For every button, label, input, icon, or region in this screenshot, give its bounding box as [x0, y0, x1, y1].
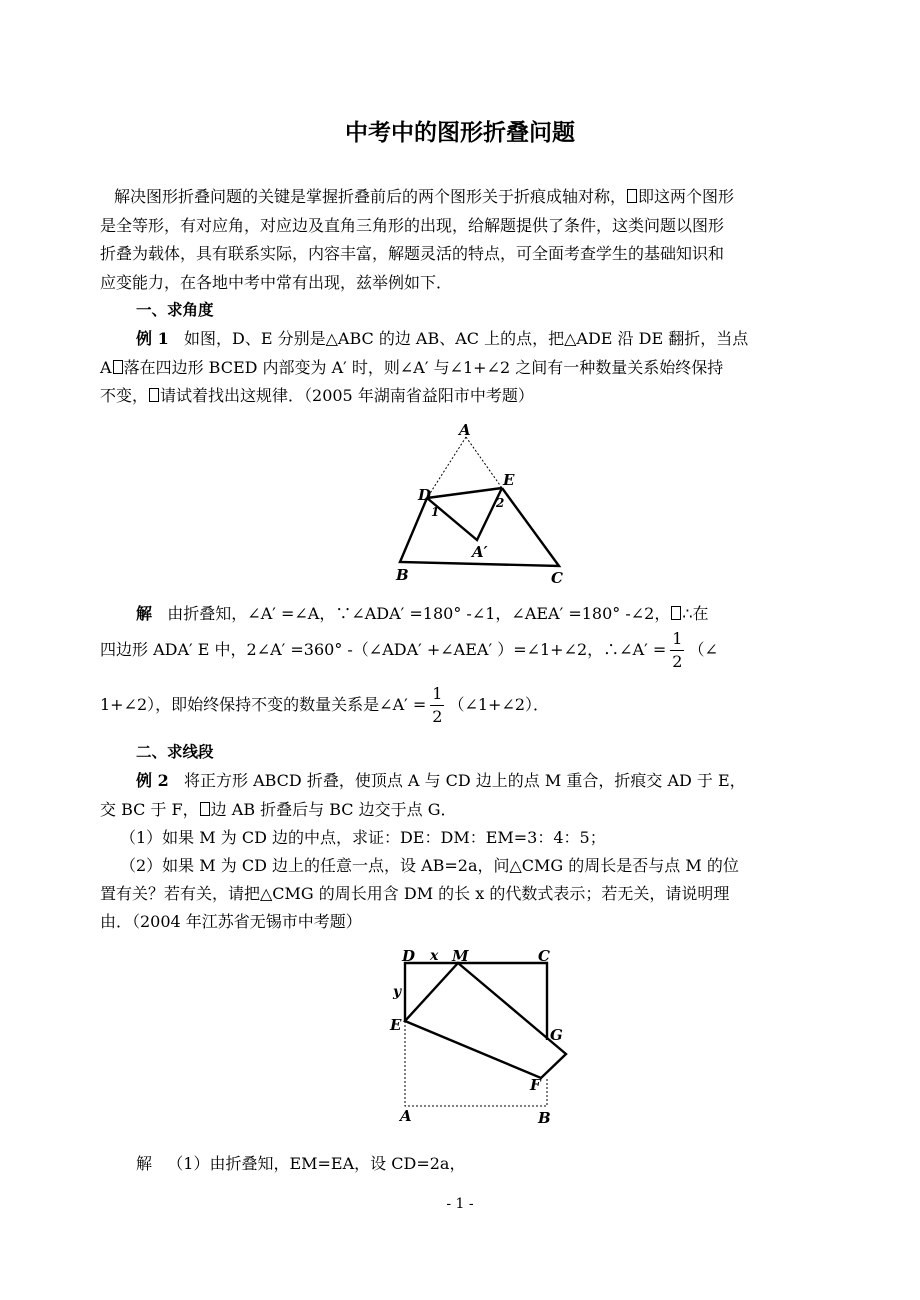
label-F: F [530, 1076, 541, 1094]
fraction-one-half: $\frac{1}{2}$ [432, 684, 443, 726]
dashed-edge-AE [466, 437, 502, 488]
label-A: A [400, 1107, 412, 1125]
label-A: A [459, 421, 471, 439]
solution2-label: 解 [136, 1154, 153, 1173]
label-B: B [396, 566, 409, 584]
example2-question-2-line-2: 置有关？若有关，请把△CMG 的周长用含 DM 的长 x 的代数式表示；若无关，请说明理 [100, 884, 730, 903]
page-number: - 1 - [446, 1196, 474, 1212]
solution1-label: 解 [136, 604, 153, 623]
example2-question-1: （1）如果 M 为 CD 边的中点，求证：DE：DM：EM=3：4：5； [120, 828, 606, 847]
solution1-line-2: 四边形 ADA′ E 中，2∠A′ =360° -（∠ADA′ +∠AEA′ ）=∠1+∠2，∴∠A′ = $\frac{1}{2}$ （∠ [100, 629, 718, 671]
example1-line-3: 不变， 请试着找出这规律．（2005 年湖南省益阳市中考题） [100, 386, 534, 405]
label-angle-2: 2 [496, 496, 505, 510]
dashed-edge-AD [427, 437, 466, 498]
label-M: M [452, 947, 469, 965]
label-angle-1: 1 [431, 505, 440, 519]
placeholder-box-icon [671, 606, 681, 620]
label-D: D [402, 947, 416, 965]
example2-label: 例 2 [136, 771, 169, 790]
fraction-one-half: $\frac{1}{2}$ [672, 629, 683, 671]
example1-line-2: A 落在四边形 BCED 内部变为 A′ 时，则∠A′ 与∠1+∠2 之间有一种数量关系始终保持 [100, 358, 724, 377]
figure-square-fold [385, 940, 585, 1130]
intro-line-3: 折叠为载体，具有联系实际，内容丰富，解题灵活的特点，可全面考查学生的基础知识和 [100, 244, 725, 263]
label-C: C [551, 569, 563, 587]
page-title: 中考中的图形折叠问题 [345, 120, 575, 146]
label-A-prime: A′ [472, 543, 488, 561]
solution2-line-1: 解 （1）由折叠知，EM=EA，设 CD=2a， [136, 1154, 466, 1173]
section-heading-segment: 二、求线段 [136, 743, 214, 761]
placeholder-box-icon [200, 802, 210, 816]
square-edges [405, 963, 547, 1040]
solution1-line-1: 解 由折叠知，∠A′ =∠A，∵∠ADA′ =180° -∠1，∠AEA′ =180° -∠2， ∴在 [136, 604, 709, 623]
intro-line-2: 是全等形，有对应角，对应边及直角三角形的出现，给解题提供了条件，这类问题以图形 [100, 216, 725, 235]
dashed-original-square [405, 1021, 547, 1106]
placeholder-box-icon [113, 360, 123, 374]
label-G: G [550, 1026, 563, 1044]
label-C: C [538, 947, 550, 965]
section-heading-angle: 一、求角度 [136, 301, 214, 319]
example1-line-1: 例 1 如图，D、E 分别是△ABC 的边 AB、AC 上的点，把△ADE 沿 DE 翻折，当点 [136, 329, 749, 348]
label-E: E [390, 1016, 402, 1034]
placeholder-box-icon [627, 189, 637, 203]
placeholder-box-icon [149, 388, 159, 402]
example2-question-2-line-1: （2）如果 M 为 CD 边上的任意一点，设 AB=2a，问△CMG 的周长是否与点 M 的位 [120, 856, 739, 875]
label-D: D [418, 486, 432, 504]
figure-triangle-fold [380, 415, 580, 590]
label-y: y [393, 984, 402, 1000]
example2-line-1: 例 2 将正方形 ABCD 折叠，使顶点 A 与 CD 边上的点 M 重合，折痕交 AD 于 E， [136, 771, 746, 790]
example2-question-2-line-3: 由．（2004 年江苏省无锡市中考题） [100, 912, 362, 931]
solution1-line-3: 1+∠2），即始终保持不变的数量关系是∠A′ = $\frac{1}{2}$ （∠1+∠2）． [100, 684, 550, 726]
intro-line-4: 应变能力，在各地中考中常有出现，兹举例如下． [100, 273, 453, 292]
label-E: E [503, 471, 515, 489]
example2-line-2: 交 BC 于 F， 边 AB 折叠后与 BC 边交于点 G． [100, 800, 457, 819]
intro-line-1: 解决图形折叠问题的关键是掌握折叠前后的两个图形关于折痕成轴对称， 即这两个图形 [114, 187, 735, 206]
label-B: B [538, 1109, 551, 1127]
fold-line-DE [427, 488, 502, 498]
example1-label: 例 1 [136, 329, 169, 348]
label-x: x [430, 948, 439, 964]
folded-quadrilateral [405, 963, 566, 1078]
